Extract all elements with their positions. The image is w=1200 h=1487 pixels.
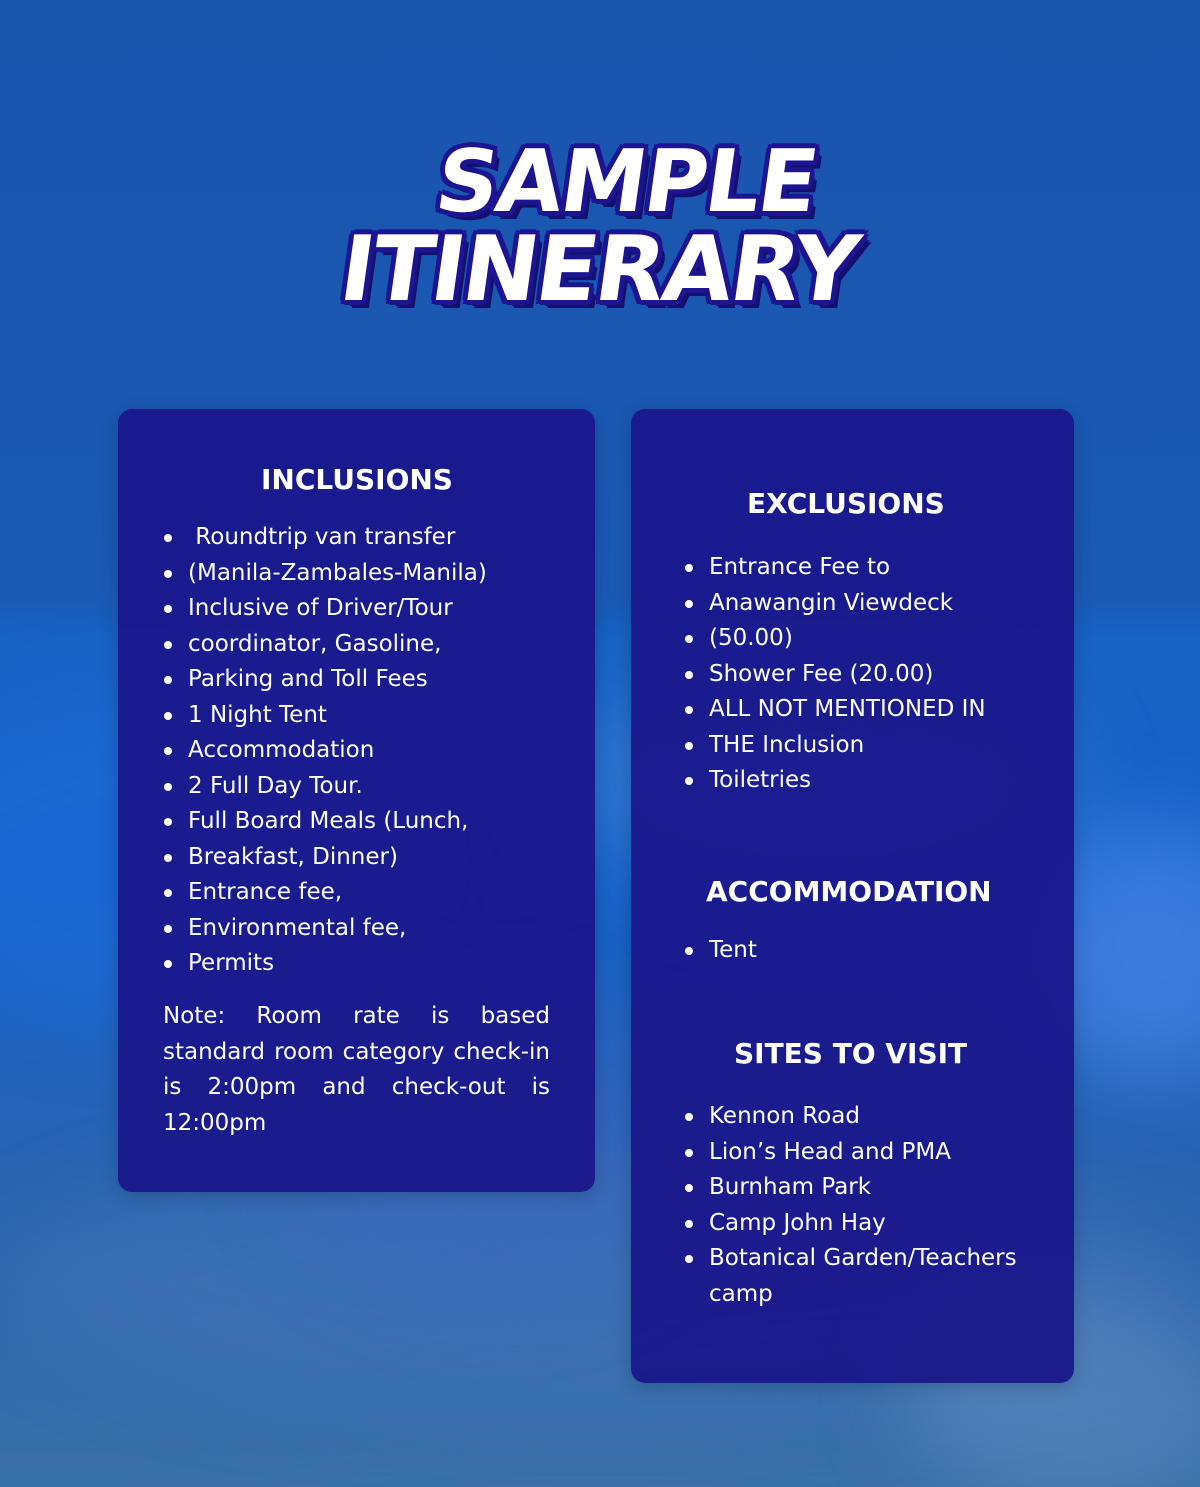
inclusions-heading: INCLUSIONS [261, 463, 453, 496]
accommodation-list [684, 933, 757, 969]
list-item: coordinator, Gasoline, [163, 627, 487, 663]
list-item: Entrance Fee to [684, 550, 986, 586]
list-item: Full Board Meals (Lunch, [163, 804, 487, 840]
list-item: THE Inclusion [684, 728, 986, 764]
list-item: Parking and Toll Fees [163, 662, 487, 698]
title-line-1: SAMPLE [429, 132, 823, 232]
list-item: (50.00) [684, 621, 986, 657]
list-item: 1 Night Tent [163, 698, 487, 734]
list-item: Breakfast, Dinner) [163, 840, 487, 876]
page-title [0, 132, 1200, 322]
list-item: ALL NOT MENTIONED IN [684, 692, 986, 728]
list-item: Tent [684, 933, 757, 969]
list-item: Lion’s Head and PMA [684, 1135, 1029, 1171]
inclusions-list [163, 520, 487, 982]
list-item: Inclusive of Driver/Tour [163, 591, 487, 627]
list-item: Entrance fee, [163, 875, 487, 911]
inclusions-card [118, 409, 595, 1192]
list-item: 2 Full Day Tour. [163, 769, 487, 805]
list-item: Kennon Road [684, 1099, 1029, 1135]
list-item: (Manila-Zambales-Manila) [163, 556, 487, 592]
title-line-2: ITINERARY [333, 217, 865, 322]
sites-list [684, 1099, 1029, 1312]
list-item: Anawangin Viewdeck [684, 586, 986, 622]
list-item: Roundtrip van transfer [163, 520, 487, 556]
room-rate-note: Note: Room rate is based standard room category check-in is 2:00pm and check-out is 12:00pm [163, 1003, 550, 1136]
list-item: Toiletries [684, 763, 986, 799]
list-item: Botanical Garden/Teachers camp [684, 1241, 1029, 1312]
accommodation-heading: ACCOMMODATION [706, 875, 992, 908]
sites-heading: SITES TO VISIT [734, 1037, 968, 1070]
exclusions-heading: EXCLUSIONS [747, 487, 945, 520]
list-item: Camp John Hay [684, 1206, 1029, 1242]
list-item: Permits [163, 946, 487, 982]
list-item: Burnham Park [684, 1170, 1029, 1206]
exclusions-card [631, 409, 1074, 1383]
exclusions-list [684, 550, 986, 799]
list-item: Shower Fee (20.00) [684, 657, 986, 693]
list-item: Accommodation [163, 733, 487, 769]
list-item: Environmental fee, [163, 911, 487, 947]
